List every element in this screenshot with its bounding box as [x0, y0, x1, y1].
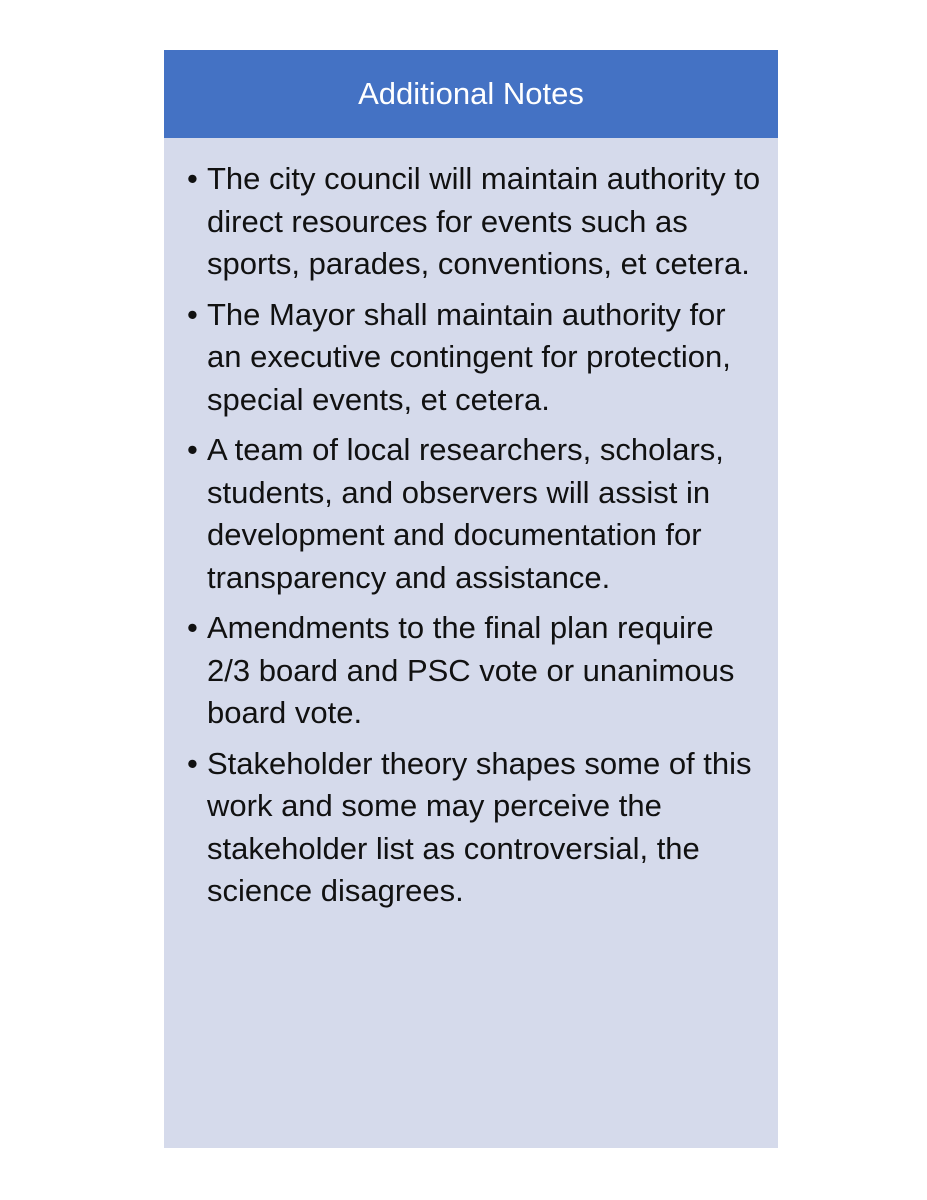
bullet-icon: • [187, 161, 198, 196]
note-item [164, 607, 778, 735]
note-item [164, 429, 778, 599]
bullet-icon: • [187, 745, 198, 781]
bullet-icon: • [187, 296, 198, 332]
bullet-icon: • [187, 432, 198, 467]
additional-notes-panel [164, 50, 778, 1148]
note-item [164, 294, 778, 422]
note-text: The city council will maintain authority to direct resources for events such as sports, parades, conventions, et cetera. [207, 161, 761, 281]
note-text: The Mayor shall maintain authority for an executive contingent for protection, special events, et cetera. [207, 296, 731, 417]
panel-title: Additional Notes [358, 76, 584, 111]
note-text: Stakeholder theory shapes some of this work and some may perceive the stakeholder list as controversial, the science disagrees. [207, 745, 752, 908]
notes-list [164, 138, 778, 913]
note-item [164, 158, 778, 286]
note-text: Amendments to the final plan require 2/3 board and PSC vote or unanimous board vote. [207, 610, 735, 730]
note-item [164, 743, 778, 913]
note-text: A team of local researchers, scholars, students, and observers will assist in development and documentation for transparency and assistance. [207, 432, 724, 595]
bullet-icon: • [187, 610, 198, 645]
panel-header [164, 50, 778, 138]
